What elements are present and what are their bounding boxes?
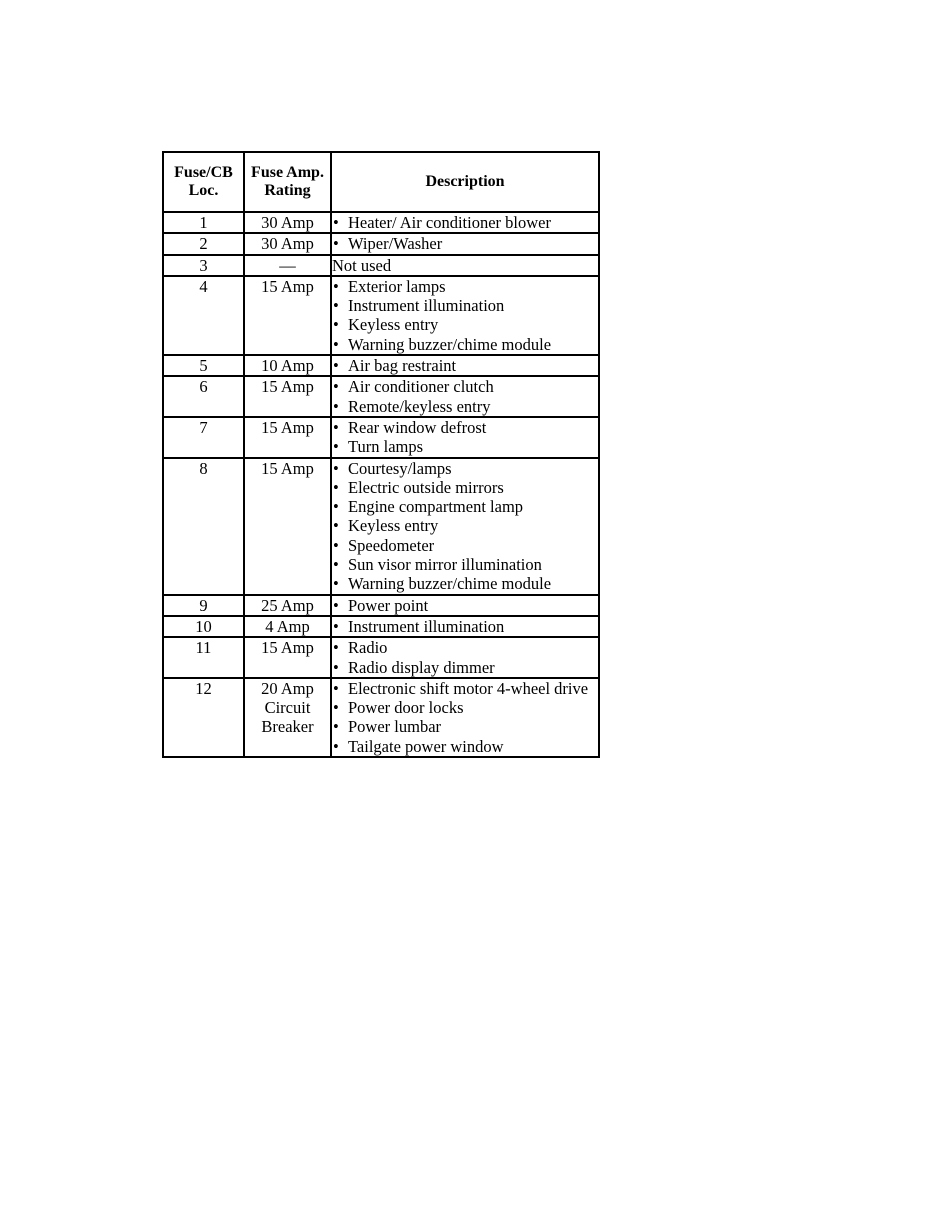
description-item: • Air conditioner clutch <box>332 377 598 396</box>
description-item: • Turn lamps <box>332 437 598 456</box>
description-item: • Warning buzzer/chime module <box>332 335 598 354</box>
description-item: • Courtesy/lamps <box>332 459 598 478</box>
table-header-row <box>163 152 599 212</box>
description-list <box>332 679 598 756</box>
fuse-location-cell: 3 <box>163 255 244 276</box>
description-list <box>332 377 598 416</box>
fuse-amp-rating-cell <box>244 212 331 233</box>
amp-rating-line: 30 Amp <box>261 234 314 254</box>
fuse-location-cell: 10 <box>163 616 244 637</box>
table-row <box>163 212 599 233</box>
description-list <box>332 356 598 375</box>
table-row <box>163 355 599 376</box>
table-row <box>163 678 599 757</box>
description-cell <box>331 276 599 355</box>
header-description: Description <box>331 152 599 212</box>
amp-rating-line: 4 Amp <box>265 616 310 636</box>
description-item: • Tailgate power window <box>332 737 598 756</box>
description-cell <box>331 233 599 254</box>
amp-rating-line: 10 Amp <box>261 356 314 376</box>
description-cell <box>331 376 599 417</box>
amp-rating-line: 15 Amp <box>261 417 314 437</box>
description-item: • Remote/keyless entry <box>332 397 598 416</box>
fuse-location-cell: 8 <box>163 458 244 595</box>
amp-rating-line: 25 Amp <box>261 595 314 615</box>
description-item: • Engine compartment lamp <box>332 497 598 516</box>
description-item: • Power point <box>332 596 598 615</box>
header-fuse-location: Fuse/CB Loc. <box>163 152 244 212</box>
description-item: • Radio <box>332 638 598 657</box>
fuse-amp-rating-cell <box>244 678 331 757</box>
fuse-amp-rating-cell <box>244 276 331 355</box>
description-item: • Power door locks <box>332 698 598 717</box>
description-item: • Heater/ Air conditioner blower <box>332 213 598 232</box>
description-note: Not used <box>332 255 392 275</box>
fuse-amp-rating-cell <box>244 458 331 595</box>
description-item: • Rear window defrost <box>332 418 598 437</box>
fuse-location-cell: 7 <box>163 417 244 458</box>
table-row <box>163 417 599 458</box>
table-row <box>163 637 599 678</box>
description-item: • Power lumbar <box>332 717 598 736</box>
description-cell <box>331 678 599 757</box>
fuse-location-cell: 5 <box>163 355 244 376</box>
fuse-amp-rating-cell <box>244 417 331 458</box>
description-list <box>332 418 598 457</box>
description-cell <box>331 637 599 678</box>
description-item: • Keyless entry <box>332 516 598 535</box>
description-list <box>332 213 598 232</box>
description-list <box>332 617 598 636</box>
description-item: • Keyless entry <box>332 315 598 334</box>
description-item: • Exterior lamps <box>332 277 598 296</box>
fuse-location-cell: 6 <box>163 376 244 417</box>
amp-rating-line: 30 Amp <box>261 213 314 232</box>
amp-rating-line: 15 Amp <box>261 638 314 658</box>
table-row <box>163 276 599 355</box>
description-item: • Instrument illumination <box>332 617 598 636</box>
description-item: • Speedometer <box>332 536 598 555</box>
fuse-amp-rating-cell <box>244 616 331 637</box>
fuse-amp-rating-cell <box>244 233 331 254</box>
table-row <box>163 255 599 276</box>
description-cell <box>331 458 599 595</box>
description-item: • Air bag restraint <box>332 356 598 375</box>
amp-rating-line: 15 Amp <box>261 458 314 478</box>
fuse-location-cell: 1 <box>163 212 244 233</box>
description-item: • Wiper/Washer <box>332 234 598 253</box>
fuse-amp-rating-cell <box>244 255 331 276</box>
description-item: • Sun visor mirror illumination <box>332 555 598 574</box>
fuse-amp-rating-cell <box>244 376 331 417</box>
description-item: • Warning buzzer/chime module <box>332 574 598 593</box>
fuse-amp-rating-cell <box>244 637 331 678</box>
fuse-amp-rating-cell <box>244 355 331 376</box>
description-cell <box>331 595 599 616</box>
table-row <box>163 595 599 616</box>
amp-rating-line: 15 Amp <box>261 276 314 296</box>
description-cell <box>331 255 599 276</box>
description-item: • Instrument illumination <box>332 296 598 315</box>
description-list <box>332 459 598 594</box>
fuse-amp-rating-cell <box>244 595 331 616</box>
amp-rating-line: Breaker <box>261 717 314 737</box>
fuse-location-cell: 2 <box>163 233 244 254</box>
description-cell <box>331 355 599 376</box>
table-row <box>163 458 599 595</box>
description-item: • Electric outside mirrors <box>332 478 598 497</box>
table-row <box>163 616 599 637</box>
description-cell <box>331 616 599 637</box>
amp-rating-line: 20 Amp <box>261 678 314 698</box>
description-cell <box>331 212 599 233</box>
description-cell <box>331 417 599 458</box>
amp-rating-line: — <box>279 255 296 275</box>
table-row <box>163 233 599 254</box>
fuse-location-cell: 12 <box>163 678 244 757</box>
amp-rating-line: 15 Amp <box>261 377 314 397</box>
description-list <box>332 234 598 253</box>
table-row <box>163 376 599 417</box>
fuse-location-cell: 11 <box>163 637 244 678</box>
header-fuse-amp-rating: Fuse Amp. Rating <box>244 152 331 212</box>
description-list <box>332 277 598 354</box>
table-body <box>163 212 599 757</box>
amp-rating-line: Circuit <box>264 698 311 718</box>
fuse-location-cell: 4 <box>163 276 244 355</box>
description-list <box>332 638 598 677</box>
fuse-table <box>162 151 600 758</box>
description-list <box>332 596 598 615</box>
description-item: • Electronic shift motor 4-wheel drive <box>332 679 598 698</box>
description-item: • Radio display dimmer <box>332 658 598 677</box>
fuse-location-cell: 9 <box>163 595 244 616</box>
